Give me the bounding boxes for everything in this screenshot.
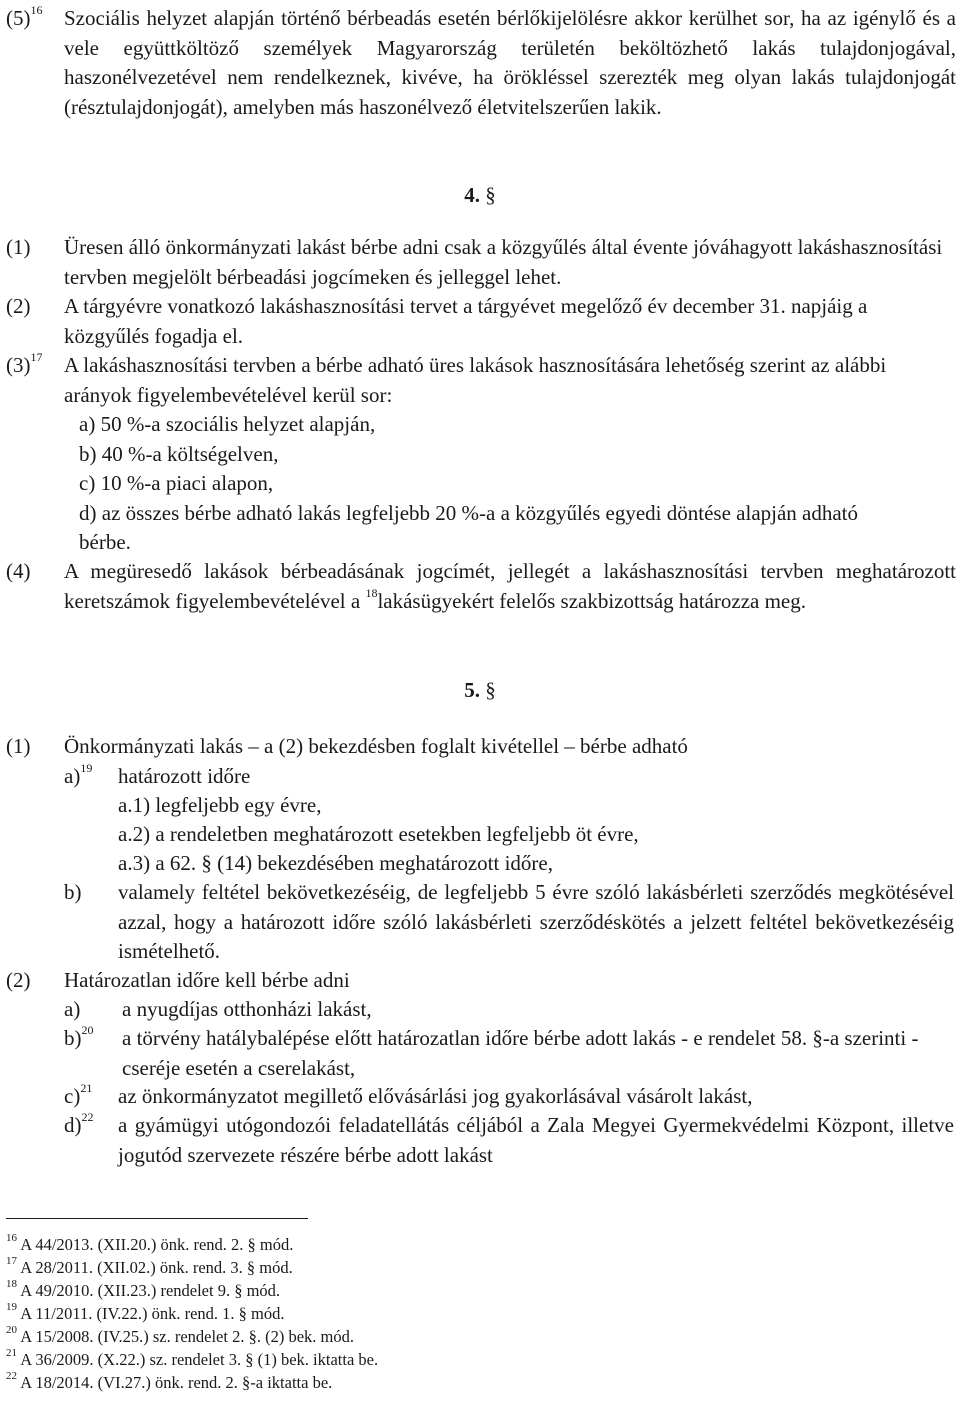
item-label: b) [64,880,82,904]
paragraph-number: (2) [6,968,31,992]
footnote: $^{18}$ A 49/2010. (XII.23.) rendelet 9. § mód. [6,1277,281,1300]
paragraph-text: Szociális helyzet alapján történő bérbeadás esetén bérlőkijelölésre akkor kerülhet sor, ha az igénylő és a vele együttköltöző személyek Magyarország területén beköltözhető lakás tulajdonjogával, haszonélvezetével nem rendelkeznek, kivéve, ha örökléssel szerezték meg olyan lakás tulajdonjogát (résztulajdonjogát), amelyben más haszonélvező életvitelszerűen lakik. [64,6,956,119]
ratio-list [79,410,956,558]
paragraph-4-4 [6,557,956,616]
section-sign: § [485,678,496,702]
item-text: valamely feltétel bekövetkezéséig, de legfeljebb 5 évre szóló lakásbérleti szerződés megkötésével azzal, hogy a határozott időre szóló lakásbérleti szerződéskötés a jelzett feltétel bekövetkezéséig ismételhető. [118,880,954,963]
paragraph-text: A megüresedő lakások bérbeadásának jogcímét, jellegét a lakáshasznosítási tervben meghatározott keretszámok figyelembevételével a $^{18}$lakásügyekért felelős szakbizottság határozza meg. [64,559,956,613]
item-label: c)$^{21}$ [64,1081,93,1108]
paragraph-4-2 [6,292,956,351]
footnote: $^{22}$ A 18/2014. (VI.27.) önk. rend. 2. §-a iktatta be. [6,1369,333,1392]
item-label: a) [64,997,81,1021]
item-text: a gyámügyi utógondozói feladatellátás céljából a Zala Megyei Gyermekvédelmi Központ, illetve jogutód szervezete részére bérbe adott lakást [118,1113,954,1167]
item-text: a törvény hatálybalépése előtt határozatlan időre bérbe adott lakás - e rendelet 58. §-a szerinti - cseréje esetén a cserelakást, [122,1026,919,1080]
paragraph-5 [6,4,956,122]
list-item: c) 10 %-a piaci alapon, [79,471,274,495]
footnote: $^{19}$ A 11/2011. (IV.22.) önk. rend. 1. § mód. [6,1300,285,1323]
list-item: b) 40 %-a költségelven, [79,441,279,466]
paragraph-number: (2) [6,294,31,318]
item-label: d)$^{22}$ [64,1110,94,1137]
footnote-ref: 22 [81,1110,94,1124]
paragraph-4-3 [6,351,956,558]
footnote-ref: 20 [81,1023,94,1037]
footnote-ref: 21 [80,1081,93,1095]
item-text: határozott időre [118,764,251,788]
paragraph-text: Határozatlan időre kell bérbe adni [64,968,350,992]
paragraph-text: A lakáshasznosítási tervben a bérbe adható üres lakások hasznosítására lehetőség szerint az alábbi arányok figyelembevételével kerül sor: [64,353,887,407]
section-sign: § [485,183,496,207]
footnote-separator [6,1218,308,1219]
paragraph-number: $(5)^{16}$ [6,3,43,30]
subitem: a.3) a 62. § (14) bekezdésében meghatározott időre, [118,851,553,875]
item-text: a nyugdíjas otthonházi lakást, [122,997,372,1021]
footnote: $^{16}$ A 44/2013. (XII.20.) önk. rend. 2. § mód. [6,1231,294,1254]
footnote: $^{20}$ A 15/2008. (IV.25.) sz. rendelet 2. §. (2) bek. mód. [6,1323,354,1346]
footnote-ref: 18 [365,585,378,600]
item-label: a)$^{19}$ [64,761,93,788]
subitem: a.2) a rendeletben meghatározott esetekben legfeljebb öt évre, [118,822,639,846]
footnote-ref: 17 [30,350,43,364]
section-heading-4: 4. § [464,183,496,207]
subitem: a.1) legfeljebb egy évre, [118,793,322,817]
paragraph-number: (4) [6,559,31,583]
paragraph-number: (1) [6,235,31,259]
footnote-ref: 19 [80,761,93,775]
item-text: az önkormányzatot megillető elővásárlási jog gyakorlásával vásárolt lakást, [118,1084,753,1108]
paragraph-number: (1) [6,734,31,758]
paragraph-text: Önkormányzati lakás – a (2) bekezdésben foglalt kivétellel – bérbe adható [64,734,688,758]
footnote: $^{21}$ A 36/2009. (X.22.) sz. rendelet 3. § (1) bek. iktatta be. [6,1346,379,1369]
footnote-ref: 16 [30,3,43,17]
list-item: d) az összes bérbe adható lakás legfeljebb 20 %-a a közgyűlés egyedi döntése alapján adható bérbe. [79,500,859,554]
paragraph-4-1 [6,233,956,292]
list-item: a) 50 %-a szociális helyzet alapján, [79,412,376,436]
paragraph-text: Üresen álló önkormányzati lakást bérbe adni csak a közgyűlés által évente jóváhagyott lakáshasznosítási tervben megjelölt bérbeadási jogcímeken és jelleggel lehet. [64,235,943,289]
footnote: $^{17}$ A 28/2011. (XII.02.) önk. rend. 3. § mód. [6,1254,293,1277]
paragraph-number: $(3)^{17}$ [6,350,43,377]
paragraph-text: A tárgyévre vonatkozó lakáshasznosítási tervet a tárgyévet megelőző év december 31. napjáig a közgyűlés fogadja el. [64,294,868,348]
item-label: b)$^{20}$ [64,1023,94,1050]
section-heading-5: 5. § [464,678,496,702]
